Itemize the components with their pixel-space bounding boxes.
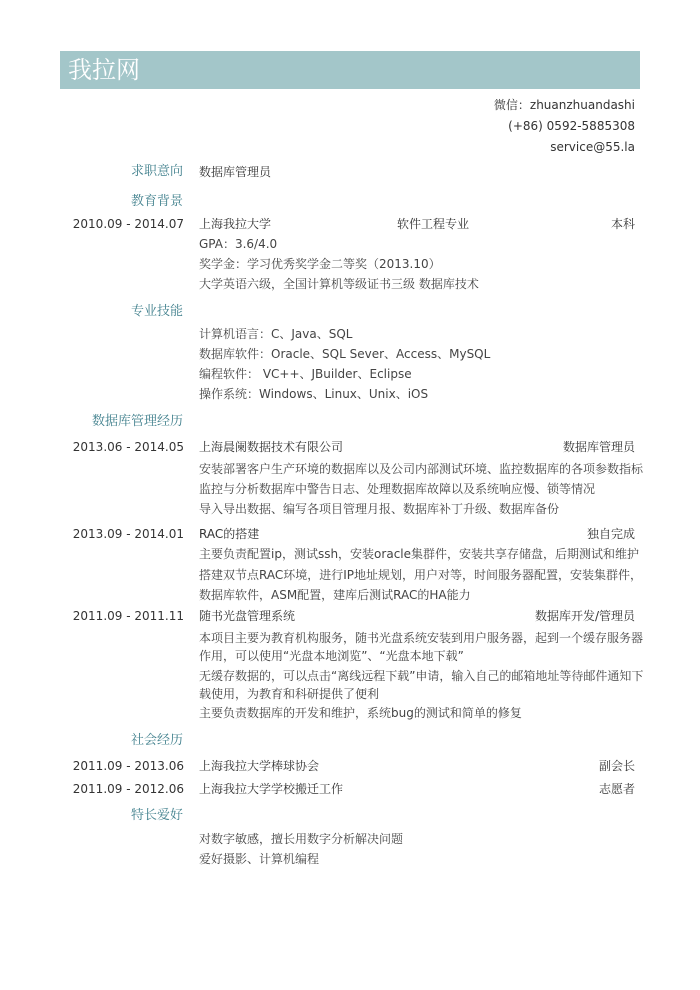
experience-date: 2011.09 - 2011.11 [72,609,184,623]
education-major: 软件工程专业 [397,217,470,231]
social-role: 副会长 [598,759,635,773]
section-label-social: 社会经历 [130,733,183,748]
experience-date: 2013.09 - 2014.01 [72,527,184,541]
social-title: 上海我拉大学棒球协会 [199,759,320,773]
experience-line: 数据库软件，ASM配置，建库后测试RAC的HA能力 [199,588,471,602]
education-date: 2010.09 - 2014.07 [72,217,184,231]
skill-line: 计算机语言：C、Java、SQL [199,327,353,341]
skill-line: 数据库软件：Oracle、SQL Sever、Access、MySQL [199,347,491,361]
section-label-education: 教育背景 [130,194,183,209]
skill-line: 操作系统：Windows、Linux、Unix、iOS [199,387,429,401]
experience-title: 随书光盘管理系统 [199,609,296,623]
experience-date: 2013.06 - 2014.05 [72,440,184,454]
social-date: 2011.09 - 2013.06 [72,759,184,773]
contact-wechat: 微信：zhuanzhuandashi [493,98,635,112]
contact-block [494,95,635,158]
experience-line: 无缓存数据的，可以点击“离线远程下载”申请，输入自己的邮箱地址等待邮件通知下 [199,669,644,683]
social-title: 上海我拉大学学校搬迁工作 [199,782,344,796]
experience-line: 导入导出数据、编写各项目管理月报、数据库补丁升级、数据库备份 [199,502,560,516]
section-label-experience: 数据库管理经历 [91,414,183,429]
education-line: 大学英语六级，全国计算机等级证书三级 数据库技术 [199,277,479,291]
experience-line: 搭建双节点RAC环境，进行IP地址规划，用户对等，时间服务器配置，安装集群件， [199,568,643,582]
header-bar [60,51,640,89]
experience-line: 安装部署客户生产环境的数据库以及公司内部测试环境、监控数据库的各项参数指标 [199,462,644,476]
experience-title: RAC的搭建 [199,527,260,541]
section-label-objective: 求职意向 [130,164,183,179]
objective-value: 数据库管理员 [199,165,272,179]
contact-phone: (+86) 0592-5885308 [508,119,635,133]
contact-email: service@55.la [550,140,635,154]
page-title: 我拉网 [68,56,140,84]
hobby-line: 爱好摄影、计算机编程 [199,852,320,866]
section-label-hobbies: 特长爱好 [130,808,183,823]
experience-role: 数据库管理员 [562,440,635,454]
section-label-skills: 专业技能 [130,304,183,319]
experience-line: 作用，可以使用“光盘本地浏览”、“光盘本地下载” [199,649,464,663]
experience-line: 监控与分析数据库中警告日志、处理数据库故障以及系统响应慢、锁等情况 [199,482,596,496]
experience-role: 数据库开发/管理员 [534,609,635,623]
experience-role: 独自完成 [586,527,635,541]
education-line: 奖学金：学习优秀奖学金二等奖（2013.10） [199,257,441,271]
experience-title: 上海晨阑数据技术有限公司 [199,440,344,454]
experience-line: 本项目主要为教育机构服务，随书光盘系统安装到用户服务器，起到一个缓存服务器 [199,631,644,645]
skill-line: 编程软件： VC++、JBuilder、Eclipse [199,367,412,381]
experience-line: 主要负责数据库的开发和维护，系统bug的测试和简单的修复 [199,706,522,720]
experience-line: 载使用，为教育和科研提供了便利 [199,687,380,701]
social-role: 志愿者 [598,782,635,796]
experience-line: 主要负责配置ip，测试ssh，安装oracle集群件，安装共享存储盘，后期测试和维护 [199,547,640,561]
social-date: 2011.09 - 2012.06 [72,782,184,796]
hobby-line: 对数字敏感，擅长用数字分析解决问题 [199,832,404,846]
education-school: 上海我拉大学 [199,217,272,231]
education-line: GPA：3.6/4.0 [199,237,278,251]
education-degree: 本科 [610,217,635,231]
